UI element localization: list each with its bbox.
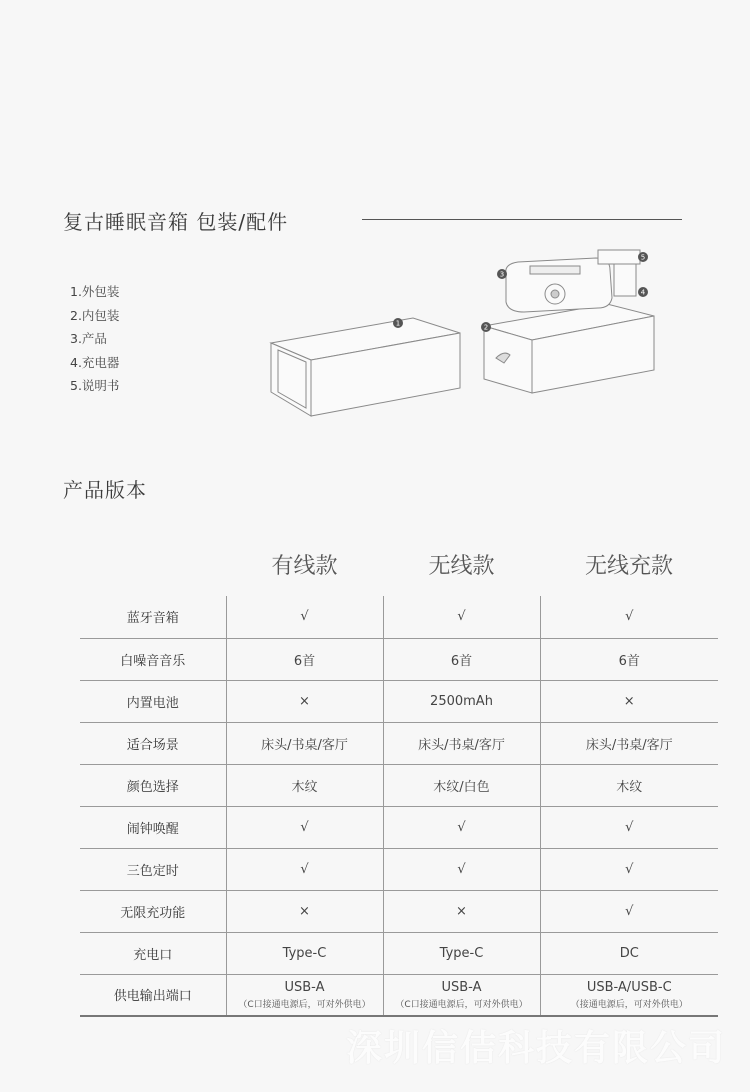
table-cell [226,848,383,890]
callout-5: 5 [640,253,646,262]
version-comparison-table [80,530,718,1017]
cell-value: USB-A [284,979,325,995]
table-row [80,680,718,722]
table-cell [383,596,540,638]
table-cell [383,638,540,680]
table-cell [383,848,540,890]
table-row [80,848,718,890]
cell-value: √ [457,819,466,835]
cell-value: 6首 [293,653,316,669]
row-label: 充电口 [80,932,226,974]
parts-list-item: 1.外包装 [70,284,120,299]
cell-value: 床头/书桌/客厅 [261,737,348,753]
cell-value: Type-C [282,945,327,961]
cell-value: × [456,903,467,919]
table-cell [383,806,540,848]
table-cell [226,638,383,680]
section-title-versions: 产品版本 [63,478,147,502]
cell-value: √ [457,609,466,625]
parts-list-item: 3.产品 [70,331,107,346]
row-label: 三色定时 [80,848,226,890]
row-label: 供电输出端口 [80,974,226,1016]
table-cell [540,806,718,848]
column-header: 有线款 [271,554,338,579]
table-cell [540,932,718,974]
cell-value: Type-C [439,945,484,961]
column-header: 无线充款 [584,554,673,579]
cell-value: √ [625,609,634,625]
inner-tray-drawing [484,304,654,393]
table-cell [383,722,540,764]
row-label: 内置电池 [80,680,226,722]
cell-value: √ [300,861,309,877]
cell-value: USB-A [441,979,482,995]
cell-value: 床头/书桌/客厅 [585,737,673,753]
manual-drawing [598,250,640,264]
parts-list-item: 5.说明书 [70,378,120,393]
cell-value: √ [300,819,309,835]
cell-note: （C口接通电源后，可对外供电） [395,999,528,1010]
company-watermark: 深圳信佶科技有限公司 [346,1028,727,1069]
section-title-packaging: 复古睡眠音箱 包装/配件 [63,210,289,234]
title-rule [362,219,682,220]
table-row [80,974,718,1016]
callout-1: 1 [395,319,401,328]
cell-value: 6首 [618,653,640,669]
cell-value: DC [619,945,639,961]
table-cell [540,764,718,806]
cell-value: 木纹/白色 [433,779,490,795]
table-cell [540,638,718,680]
table-cell [226,890,383,932]
row-label: 闹钟唤醒 [80,806,226,848]
row-label: 无限充功能 [80,890,226,932]
callout-4: 4 [640,288,646,297]
cell-note: （C口接通电源后，可对外供电） [238,999,371,1010]
table-cell [540,596,718,638]
row-label: 白噪音音乐 [80,638,226,680]
table-row [80,722,718,764]
cell-note: （接通电源后，可对外供电） [570,999,688,1010]
table-corner [80,530,226,596]
table-cell [226,722,383,764]
column-header: 无线款 [428,554,495,579]
cell-value: 2500mAh [430,693,493,709]
cell-value: × [299,903,310,919]
table-row [80,806,718,848]
table-row [80,764,718,806]
table-cell [226,974,383,1016]
cell-value: √ [625,819,634,835]
cell-value: √ [300,609,309,625]
cell-value: × [623,693,635,709]
cell-value: × [299,693,310,709]
cell-value: 床头/书桌/客厅 [418,737,505,753]
table-cell [226,806,383,848]
parts-list-item: 2.内包装 [70,307,120,323]
table-cell [540,722,718,764]
table-cell [226,680,383,722]
callout-3: 3 [499,270,505,279]
table-cell [226,596,383,638]
row-label: 蓝牙音箱 [80,596,226,638]
table-cell [383,680,540,722]
table-cell [540,974,718,1016]
table-cell [383,764,540,806]
table-row [80,932,718,974]
cell-value: 6首 [450,653,473,669]
table-cell [383,932,540,974]
table-row [80,638,718,680]
packaging-illustration [262,246,682,421]
cell-value: √ [625,903,634,919]
table-row [80,890,718,932]
cell-value: 木纹 [616,779,643,795]
cell-value: √ [625,861,634,877]
table-cell [383,890,540,932]
table-cell [540,848,718,890]
table-cell [226,932,383,974]
table-cell [383,974,540,1016]
callout-2: 2 [483,323,489,332]
table-cell [540,680,718,722]
table-cell [226,764,383,806]
parts-list [70,280,119,398]
table-row [80,596,718,638]
outer-sleeve-drawing [271,318,460,416]
product-drawing [506,258,636,312]
row-label: 颜色选择 [80,764,226,806]
table-cell [540,890,718,932]
cell-value: 木纹 [291,779,318,795]
cell-value: USB-A/USB-C [586,979,672,995]
row-label: 适合场景 [80,722,226,764]
parts-list-item: 4.充电器 [70,354,120,370]
cell-value: √ [457,861,466,877]
